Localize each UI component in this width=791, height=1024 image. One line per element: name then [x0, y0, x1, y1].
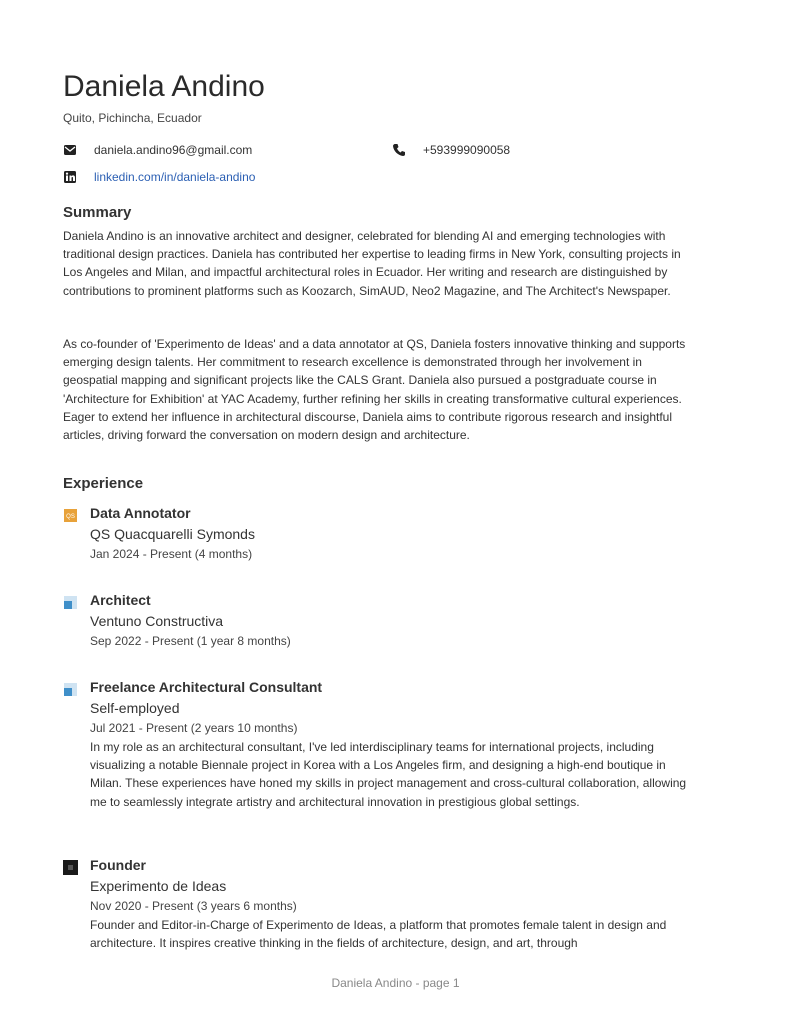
qs-logo-icon — [63, 508, 78, 523]
company-logo-icon — [63, 682, 78, 697]
qs-logo-text: QS — [66, 514, 75, 520]
job-company: Self-employed — [90, 700, 180, 716]
email-address[interactable]: daniela.andino96@gmail.com — [94, 143, 253, 157]
job-role: Data Annotator — [90, 505, 191, 521]
phone-row — [392, 143, 510, 157]
candidate-name: Daniela Andino — [63, 70, 265, 103]
job-role: Founder — [90, 857, 146, 873]
linkedin-row — [63, 170, 255, 184]
phone-icon — [392, 143, 406, 157]
email-row — [63, 143, 252, 157]
summary-paragraph-2: As co-founder of 'Experimento de Ideas' and a data annotator at QS, Daniela fosters innovative thinking and supports emerging design talents. Her commitment to research excellence is demonstrated through her involvement in geospatial mapping and significant projects like the CALS Grant. Daniela also pursued a postgraduate course in 'Architecture for Exhibition' at YAC Academy, further refining her skills in creating transformative cultural experiences. Eager to extend her influence in architectural discourse, Daniela aims to contribute rigorous research and insightful articles, driving forward the conversation on modern design and architecture. — [63, 337, 686, 443]
page-footer: Daniela Andino - page 1 — [331, 976, 460, 990]
experience-heading: Experience — [63, 475, 144, 492]
job-description: Founder and Editor-in-Charge of Experimento de Ideas, a platform that promotes female talent in design and architecture. It inspires creative thinking in the fields of architecture, design, and art, through — [90, 918, 667, 951]
job-role: Freelance Architectural Consultant — [90, 679, 323, 695]
company-logo-icon — [63, 860, 78, 875]
job-description: In my role as an architectural consultant, I've led interdisciplinary teams for international projects, including visualizing a notable Biennale project in Korea with a Los Angeles firm, and designing a high-end boutique in Milan. These experiences have honed my skills in project management and cross-cultural collaboration, allowing me to seamlessly integrate artistry and architectural innovation in prestigious global settings. — [90, 740, 687, 809]
job-dates: Jul 2021 - Present (2 years 10 months) — [90, 721, 298, 735]
job-company: QS Quacquarelli Symonds — [90, 526, 255, 542]
summary-paragraph-1: Daniela Andino is an innovative architect and designer, celebrated for blending AI and emerging technologies with traditional design practices. Daniela has contributed her expertise to leading firms in New York, consulting projects in Los Angeles and Milan, and impactful architectural roles in Ecuador. Her writing and research are distinguished by contributions to prominent platforms such as Koozarch, SimAUD, Neo2 Magazine, and The Architect's Newspaper. — [63, 229, 681, 298]
job-company: Ventuno Constructiva — [90, 613, 224, 629]
company-logo-icon — [63, 595, 78, 610]
job-role: Architect — [90, 592, 151, 608]
summary-heading: Summary — [63, 204, 132, 221]
email-icon — [63, 143, 77, 157]
linkedin-icon — [63, 170, 77, 184]
job-dates: Nov 2020 - Present (3 years 6 months) — [90, 899, 297, 913]
phone-number[interactable]: +593999090058 — [423, 143, 511, 157]
linkedin-link[interactable]: linkedin.com/in/daniela-andino — [94, 170, 256, 184]
job-dates: Sep 2022 - Present (1 year 8 months) — [90, 634, 291, 648]
job-company: Experimento de Ideas — [90, 878, 227, 894]
job-dates: Jan 2024 - Present (4 months) — [90, 547, 253, 561]
candidate-location: Quito, Pichincha, Ecuador — [63, 111, 202, 125]
